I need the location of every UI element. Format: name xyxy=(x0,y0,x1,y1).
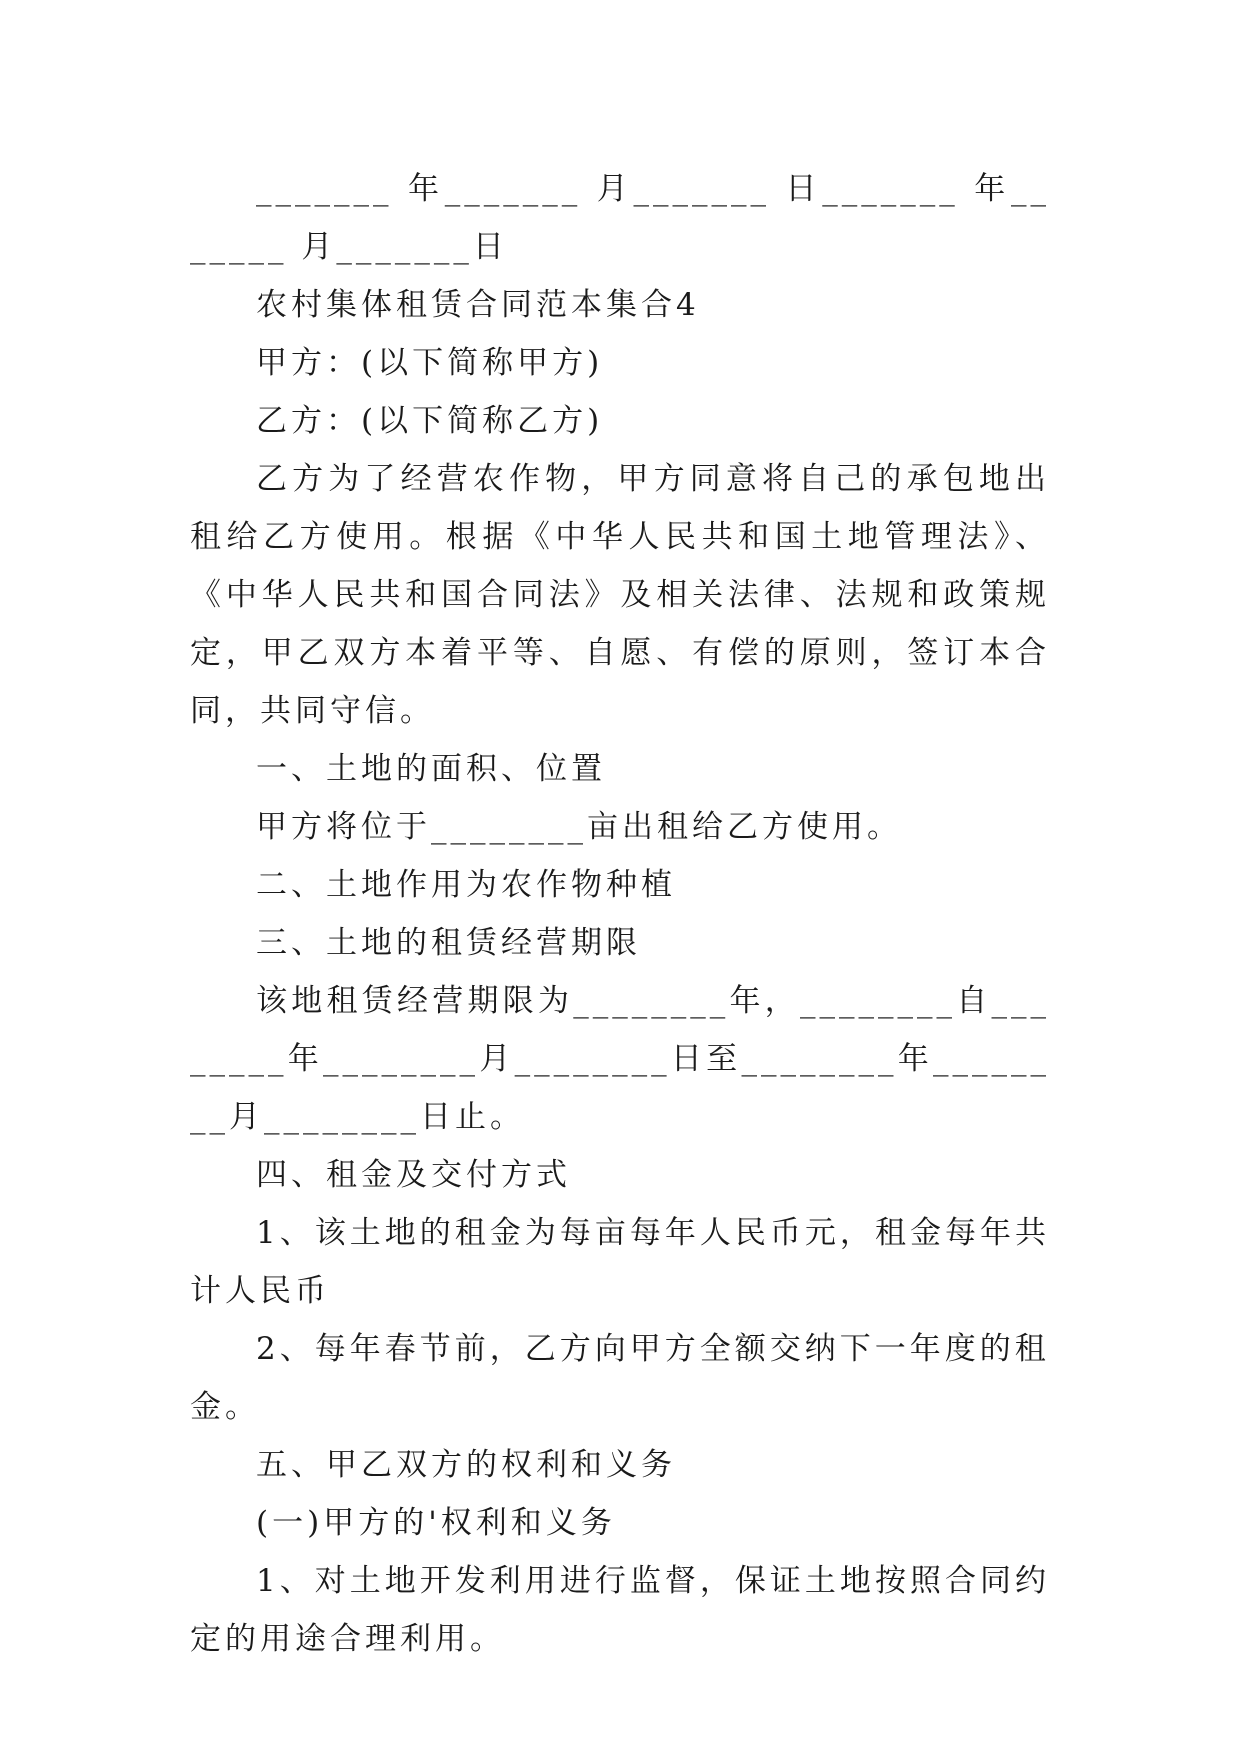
subheading-party-a-rights: (一)甲方的'权利和义务 xyxy=(256,1505,616,1541)
paragraph-land-location: 甲方将位于________亩出租给乙方使用。 xyxy=(256,809,902,845)
paragraph-rent-amount: 1、该土地的租金为每亩每年人民币元，租金每年共计人民币 xyxy=(190,1215,1050,1309)
document-body xyxy=(190,160,1050,1668)
heading-lease-term: 三、土地的租赁经营期限 xyxy=(256,925,641,961)
paragraph-supervision: 1、对土地开发利用进行监督，保证土地按照合同约定的用途合理利用。 xyxy=(190,1563,1050,1657)
heading-rent-payment: 四、租金及交付方式 xyxy=(256,1157,571,1193)
preamble-paragraph: 乙方为了经营农作物，甲方同意将自己的承包地出租给乙方使用。根据《中华人民共和国土地管理法》、《中华人民共和国合同法》及相关法律、法规和政策规定，甲乙双方本着平等、自愿、有偿的原则，签订本合同，共同守信。 xyxy=(190,461,1050,729)
paragraph-lease-term: 该地租赁经营期限为________年，________自________年________月________日至________年________月________日止。 xyxy=(190,983,1050,1135)
heading-rights-obligations: 五、甲乙双方的权利和义务 xyxy=(256,1447,676,1483)
heading-area-location: 一、土地的面积、位置 xyxy=(256,751,606,787)
heading-land-use: 二、土地作用为农作物种植 xyxy=(256,867,676,903)
section-title: 农村集体租赁合同范本集合4 xyxy=(256,287,700,323)
date-range-line: _______ 年_______ 月_______ 日_______ 年_______ 月_______日 xyxy=(190,171,1050,265)
party-a-line: 甲方：(以下简称甲方) xyxy=(256,345,604,381)
party-b-line: 乙方：(以下简称乙方) xyxy=(256,403,604,439)
paragraph-rent-schedule: 2、每年春节前，乙方向甲方全额交纳下一年度的租金。 xyxy=(190,1331,1050,1425)
